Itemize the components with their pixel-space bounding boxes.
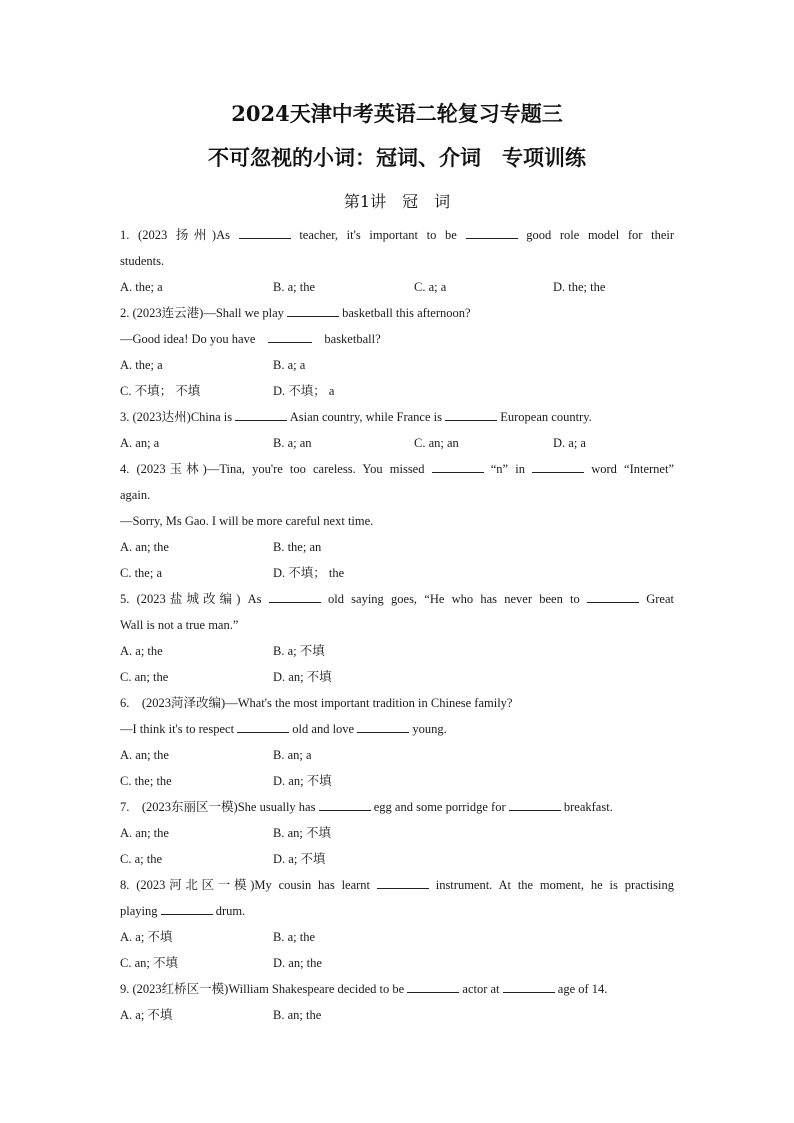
question-5-option-d: D. an; 不填	[273, 670, 332, 684]
question-8-text: 8. (2023河北区一模)My cousin has learnt instrument. At the moment, he is practising	[120, 878, 674, 892]
question-5-option-c: C. an; the	[120, 670, 169, 684]
question-7-option-c: C. a; the	[120, 852, 163, 866]
question-8-option-b: B. a; the	[273, 930, 316, 944]
question-5-text-cont: Wall is not a true man.”	[120, 618, 239, 632]
question-9-text: 9. (2023红桥区一模)William Shakespeare decided to be actor at age of 14.	[120, 982, 608, 996]
question-9-option-a: A. a; 不填	[120, 1008, 173, 1022]
question-2-option-d: D. 不填； a	[273, 384, 335, 398]
question-3-text: 3. (2023达州)China is Asian country, while France is European country.	[120, 410, 592, 424]
question-8-option-d: D. an; the	[273, 956, 322, 970]
question-6-text: 6. (2023菏泽改编)—What's the most important tradition in Chinese family?	[120, 696, 513, 710]
question-1-text: 1. (2023 扬州)As teacher, it's important to be good role model for their	[120, 228, 674, 242]
question-8-option-c: C. an; 不填	[120, 956, 178, 970]
question-6-option-c: C. the; the	[120, 774, 172, 788]
question-8-text-cont: playing drum.	[120, 904, 246, 918]
question-3-option-d: D. a; a	[553, 436, 586, 450]
question-5-option-b: B. a; 不填	[273, 644, 325, 658]
question-3-option-c: C. an; an	[414, 436, 459, 450]
question-4-option-d: D. 不填； the	[273, 566, 345, 580]
question-4-option-a: A. an; the	[120, 540, 169, 554]
question-4-text-cont: again.	[120, 488, 151, 502]
question-1-option-d: D. the; the	[553, 280, 606, 294]
question-6-response: —I think it's to respect old and love young.	[120, 722, 447, 736]
question-5-text: 5. (2023盐城改编) As old saying goes, “He who has never been to Great	[120, 592, 674, 606]
question-2-text-cont: —Good idea! Do you have basketball?	[120, 332, 381, 346]
question-2-option-a: A. the; a	[120, 358, 163, 372]
question-9-option-b: B. an; the	[273, 1008, 322, 1022]
question-3-option-b: B. a; an	[273, 436, 312, 450]
question-8-option-a: A. a; 不填	[120, 930, 173, 944]
question-6-option-d: D. an; 不填	[273, 774, 332, 788]
question-6-option-b: B. an; a	[273, 748, 312, 762]
question-4-option-c: C. the; a	[120, 566, 163, 580]
question-6-option-a: A. an; the	[120, 748, 169, 762]
question-4-option-b: B. the; an	[273, 540, 322, 554]
question-1-option-c: C. a; a	[414, 280, 447, 294]
question-1-text-cont: students.	[120, 254, 165, 268]
question-4-text: 4. (2023玉林)—Tina, you're too careless. You missed “n” in word “Internet”	[120, 462, 674, 476]
document-subtitle: 不可忽视的小词：冠词、介词 专项训练	[208, 145, 586, 170]
lesson-title: 第1讲 冠 词	[343, 192, 451, 211]
question-1-option-b: B. a; the	[273, 280, 316, 294]
question-3-option-a: A. an; a	[120, 436, 160, 450]
question-4-response: —Sorry, Ms Gao. I will be more careful next time.	[120, 514, 374, 528]
question-2-text: 2. (2023连云港)—Shall we play basketball this afternoon?	[120, 306, 471, 320]
question-2-option-b: B. a; a	[273, 358, 306, 372]
question-5-option-a: A. a; the	[120, 644, 163, 658]
question-1-option-a: A. the; a	[120, 280, 163, 294]
question-7-option-d: D. a; 不填	[273, 852, 326, 866]
question-7-text: 7. (2023东丽区一模)She usually has egg and some porridge for breakfast.	[120, 800, 613, 814]
question-7-option-a: A. an; the	[120, 826, 169, 840]
question-7-option-b: B. an; 不填	[273, 826, 331, 840]
document-title: 2024天津中考英语二轮复习专题三	[231, 101, 563, 126]
question-2-option-c: C. 不填； 不填	[120, 384, 201, 398]
